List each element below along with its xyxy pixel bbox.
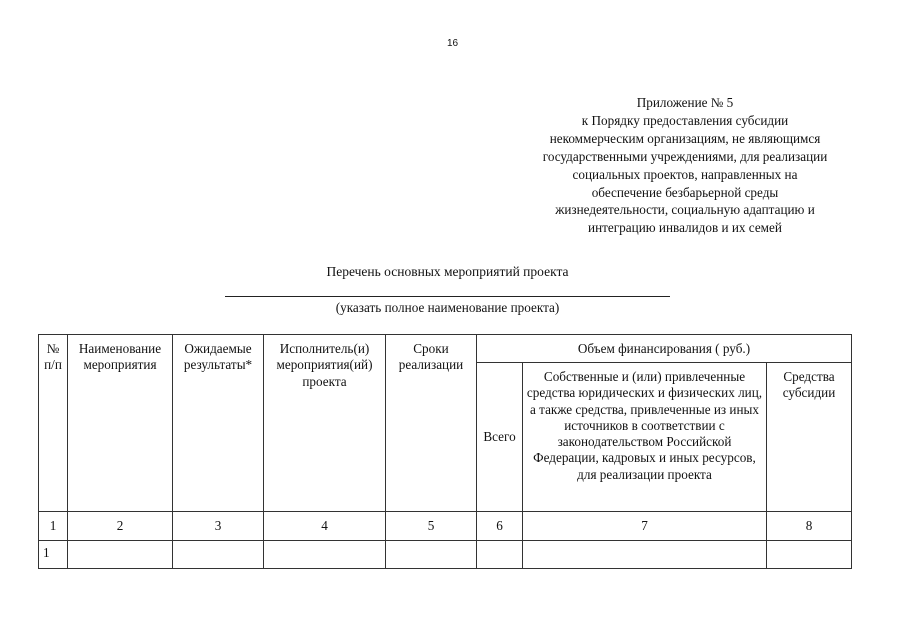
table-cell [173,541,264,569]
appendix-line: к Порядку предоставления субсидии [581,112,789,128]
project-name-line [225,296,670,297]
project-name-hint: (указать полное наименование проекта) [335,300,560,315]
column-number: 1 [39,512,68,541]
column-number: 4 [264,512,386,541]
column-number: 3 [173,512,264,541]
page-number: 16 [446,38,459,49]
table-cell [386,541,477,569]
table-cell: 1 [39,541,68,569]
column-number: 6 [477,512,523,541]
table-row [39,541,852,569]
column-number: 5 [386,512,477,541]
header-results: Ожидаемые результаты* [173,335,264,512]
appendix-line: некоммерческим организациям, не являющимся [549,130,821,146]
header-own-funds: Собственные и (или) привлеченные средства юридических и физических лиц, а также средства, привлеченные из иных источников в соответствии с законодательством Российской Федерации, кадровых и иных ресурсов, для реализации проекта [523,363,767,512]
appendix-line: обеспечение безбарьерной среды [591,184,779,200]
table-cell [767,541,852,569]
appendix-line: государственными учреждениями, для реализации [542,148,828,164]
appendix-line: социальных проектов, направленных на [572,166,798,182]
table-cell [523,541,767,569]
header-name: Наименование мероприятия [68,335,173,512]
table-cell [68,541,173,569]
header-subsidy: Средства субсидии [767,363,852,512]
table-cell [264,541,386,569]
appendix-line: Приложение № 5 [636,95,734,110]
column-number: 7 [523,512,767,541]
appendix-header [515,94,855,237]
header-terms: Сроки реализации [386,335,477,512]
column-number: 8 [767,512,852,541]
appendix-line: жизнедеятельности, социальную адаптацию и [555,202,815,218]
header-financing: Объем финансирования ( руб.) [477,335,852,363]
table-cell [477,541,523,569]
document-title: Перечень основных мероприятий проекта [326,264,569,279]
activities-table [38,334,852,569]
header-total: Всего [477,363,523,512]
header-executor: Исполнитель(и) мероприятия(ий) проекта [264,335,386,512]
appendix-line: интеграцию инвалидов и их семей [588,220,782,236]
column-number: 2 [68,512,173,541]
header-num: № п/п [39,335,68,512]
